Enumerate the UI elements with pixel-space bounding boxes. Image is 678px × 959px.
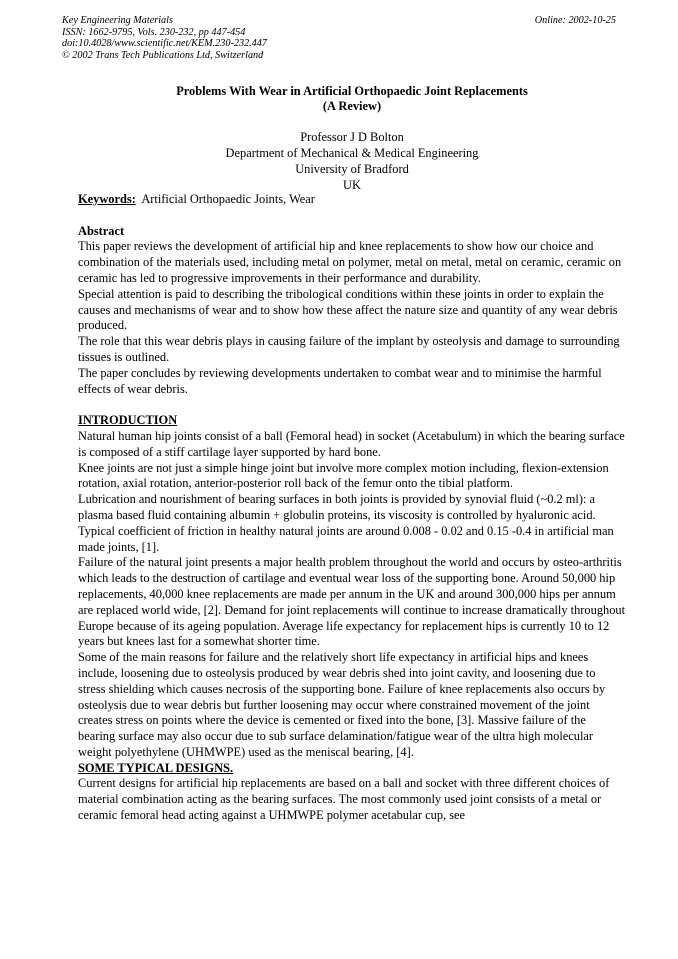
designs-heading: SOME TYPICAL DESIGNS. [78, 760, 234, 775]
introduction-heading: INTRODUCTION [78, 413, 178, 428]
author-country: UK [343, 178, 361, 192]
copyright-line: © 2002 Trans Tech Publications Ltd, Switzerland [62, 49, 264, 61]
introduction-paragraph: Knee joints are not just a simple hinge joint but involve more complex motion including, flexion-extension rotation, axial rotation, anterior-posterior roll back of the femur onto the tibial platform. [78, 460, 609, 491]
introduction-paragraph: Failure of the natural joint presents a major health problem throughout the world and occurs by osteo-arthritis which leads to the destruction of cartilage and eventual wear loss of the supporting bone. Around 50,000 hip replacements, 40,000 knee replacements are made per annum in the UK and around 300,000 hips per annum are replaced world wide, [2]. Demand for joint replacements will continue to increase dramatically throughout Europe because of its ageing population. Average life expectancy for replacement hips is currently 10 to 12 years but knees last for a somewhat shorter time. [78, 555, 626, 649]
keywords-text: Artificial Orthopaedic Joints, Wear [141, 192, 315, 206]
online-date: Online: 2002-10-25 [534, 15, 616, 26]
keywords-line [78, 192, 626, 208]
introduction-paragraph: Natural human hip joints consist of a ball (Femoral head) in socket (Acetabulum) in which the bearing surface is composed of a stiff cartilage layer supported by hard bone. [78, 428, 625, 459]
abstract-paragraph: Special attention is paid to describing the tribological conditions within these joints in order to explain the causes and mechanisms of wear and to show how these affect the nature size and quantity of any wear debris produced. [78, 286, 618, 333]
doi-line: doi:10.4028/www.scientific.net/KEM.230-232.447 [62, 38, 267, 49]
abstract-heading: Abstract [78, 223, 125, 238]
journal-name: Key Engineering Materials [62, 15, 173, 26]
issn-line: ISSN: 1662-9795, Vols. 230-232, pp 447-454 [62, 26, 246, 38]
paper-title [62, 84, 642, 114]
title-line-1: Problems With Wear in Artificial Orthopaedic Joint Replacements [176, 84, 528, 98]
title-line-2: (A Review) [322, 99, 382, 113]
author-name: Professor J D Bolton [300, 130, 404, 144]
introduction-paragraph: Some of the main reasons for failure and the relatively short life expectancy in artificial hips and knees include, loosening due to osteolysis produced by wear debris shed into joint cavity, and loosening due to stress shielding which causes necrosis of the supporting bone. Failure of knee replacements also occurs by osteolysis due to wear debris but further loosening may occur where constrained movement of the joint creates stress on points where the device is cemented or fixed into the bone, [3]. Massive failure of the bearing surface may also occur due to sub surface delamination/fatigue wear of the ultra high molecular weight polyethylene (UHMWPE) used as the meniscal bearing, [4]. [78, 650, 606, 759]
paper-body [78, 192, 626, 824]
designs-paragraph: Current designs for artificial hip replacements are based on a ball and socket with three different choices of material combination acting as the bearing surfaces. The most commonly used joint consists of a metal or ceramic femoral head acting against a UHMWPE polymer acetabular cup, see [78, 776, 610, 823]
keywords-label: Keywords: [78, 192, 136, 206]
abstract-paragraph: The paper concludes by reviewing developments undertaken to combat wear and to minimise the harmful effects of wear debris. [78, 365, 602, 396]
abstract-paragraph: This paper reviews the development of artificial hip and knee replacements to show how our choice and combination of the materials used, including metal on polymer, metal on metal, metal on ceramic, ceramic on ceramic has led to progressive improvements in their performance and durability. [78, 239, 622, 285]
page-header [62, 15, 616, 61]
abstract-paragraph: The role that this wear debris plays in causing failure of the implant by osteolysis and damage to surrounding tissues is outlined. [78, 334, 620, 364]
author-block [62, 129, 642, 193]
author-university: University of Bradford [295, 162, 409, 176]
author-department: Department of Mechanical & Medical Engineering [225, 146, 479, 160]
introduction-paragraph: Lubrication and nourishment of bearing surfaces in both joints is provided by synovial fluid (~0.2 ml): a plasma based fluid containing albumin + globulin proteins, its viscosity is controlled by hyaluronic acid. Typical coefficient of friction in healthy natural joints are around 0.008 - 0.02 and 0.15 -0.4 in artificial man made joints, [1]. [78, 492, 614, 554]
